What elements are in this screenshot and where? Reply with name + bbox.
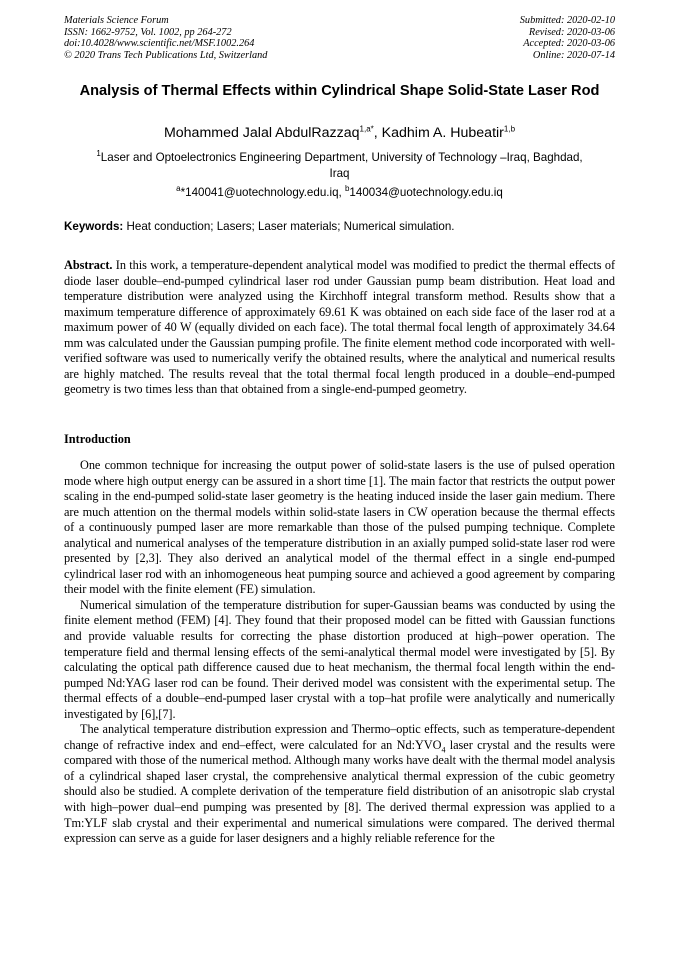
author-separator: , [373,125,382,141]
keywords-text: Heat conduction; Lasers; Laser materials; Numerical simulation. [123,220,455,233]
author-name: Kadhim A. Hubeatir [381,125,504,141]
affiliation-mark: 1 [96,149,101,159]
introduction-body [64,458,615,847]
journal-name: Materials Science Forum [64,15,169,26]
paragraph [64,722,615,846]
paragraph: One common technique for increasing the output power of solid-state lasers is the use of pulsed operation mode where high output energy can be assured in a short time [1]. The main factor that restricts the output power scaling in the end-pumped solid-state laser geometry is the heating induced inside the laser gain medium. There are much attention on the thermal models within solid-state lasers in CW operation because the thermal effects of a continuously pumped laser are more remarkable than those of the pulsed pumping technique. Complete analytical and numerical analyses of the temperature distribution in an axially pumped solid-state laser rod were presented by [2,3]. They also derived an analytical model of the thermal effect in a single end-pumped cylindrical laser rod with an inhomogeneous heat pumping source and achieved a good agreement by comparing their model with the finite element (FE) simulation. [64,458,615,597]
email-mark: b [344,184,350,194]
email-address: 140034@uotechnology.edu.iq [349,186,503,199]
abstract-text: In this work, a temperature-dependent analytical model was modified to predict the thermal effects of diode laser double–end-pumped cylindrical laser rod under Gaussian pump beam distribution. Heat load and temperature distribution were analyzed using the Kirchhoff integral transform method. Results show that a maximum temperature difference of approximately 69.61 K was obtained on each side face of the laser rod at a maximum power of 40 W (equally divided on each face). The total thermal focal length of approximately 34.64 mm was calculated under the Gaussian pumping profile. The finite element method code incorporated with well-verified software was used to numerically verify the obtained results, where the analytical and numerical results are highly matched. The results reveal that the total thermal focal length produced in a double–end-pumped geometry is two times less than that obtained from a single-end-pumped geometry. [64,258,615,397]
paragraph: Numerical simulation of the temperature distribution for super-Gaussian beams was conducted by using the finite element method (FEM) [4]. They found that their proposed model can be fitted with Gaussian functions and provide valuable results for correcting the phase distortion produced at high–power operation. The temperature field and thermal lensing effects of the semi-analytical thermal model were investigated by [5]. By calculating the optical path difference caused due to heat mechanism, the thermal focal length within the end-pumped Nd:YAG laser rod can be found. Their derived model was consistent with the experimental setup. The thermal effects of a double–end-pumped laser crystal with a top–hat profile were analytically and numerically investigated by [6],[7]. [64,597,615,721]
paragraph-text: laser crystal and the results were compared with those of the numerical method. Although many works have dealt with the thermal model analysis of a cylindrical shaped laser crystal, the comprehensive analytical thermal expression of the cubic geometry should also be studied. A complete derivation of the temperature field distribution of an anisotropic slab crystal with high–power dual–end pumping was presented by [8]. The derived thermal expression was applied to a Tm:YLF slab crystal and their experimental and numerical simulations were compared. The derived thermal expression can serve as a guide for laser designers and a highly reliable reference for the [64,737,615,846]
paper-title: Analysis of Thermal Effects within Cylindrical Shape Solid-State Laser Rod [79,83,600,99]
journal-info-header [64,15,267,61]
author-emails [64,185,615,201]
author-list [64,124,615,142]
abstract [64,258,615,398]
keywords-label: Keywords: [64,220,124,233]
email-mark: a [176,184,181,194]
author-affiliation-mark: 1,b [503,124,516,134]
author-name: Mohammed Jalal AbdulRazzaq [163,125,360,141]
keywords [64,219,615,234]
date-accepted: Accepted: 2020-03-06 [523,38,615,49]
journal-doi: doi:10.4028/www.scientific.net/MSF.1002.264 [64,38,255,49]
paragraph-text: The analytical temperature distribution expression and Thermo–optic effects, such as temperature-dependent change of refractive index and end–effect, were calculated for an Nd:YVO [64,722,615,752]
date-revised: Revised: 2020-03-06 [528,26,615,38]
date-online: Online: 2020-07-14 [532,49,615,61]
email-address: *140041@uotechnology.edu.iq, [180,186,345,199]
subscript: 4 [441,745,446,755]
date-submitted: Submitted: 2020-02-10 [519,15,615,26]
submission-dates-header [520,15,615,61]
abstract-label: Abstract. [64,258,113,272]
journal-issn: ISSN: 1662-9752, Vol. 1002, pp 264-272 [64,26,232,38]
affiliation [90,150,589,182]
journal-copyright: © 2020 Trans Tech Publications Ltd, Switzerland [64,49,268,61]
section-heading-introduction: Introduction [64,432,131,446]
affiliation-text: Laser and Optoelectronics Engineering Department, University of Technology –Iraq, Baghdad, Iraq [100,151,583,180]
author-affiliation-mark: 1,a* [359,124,374,134]
